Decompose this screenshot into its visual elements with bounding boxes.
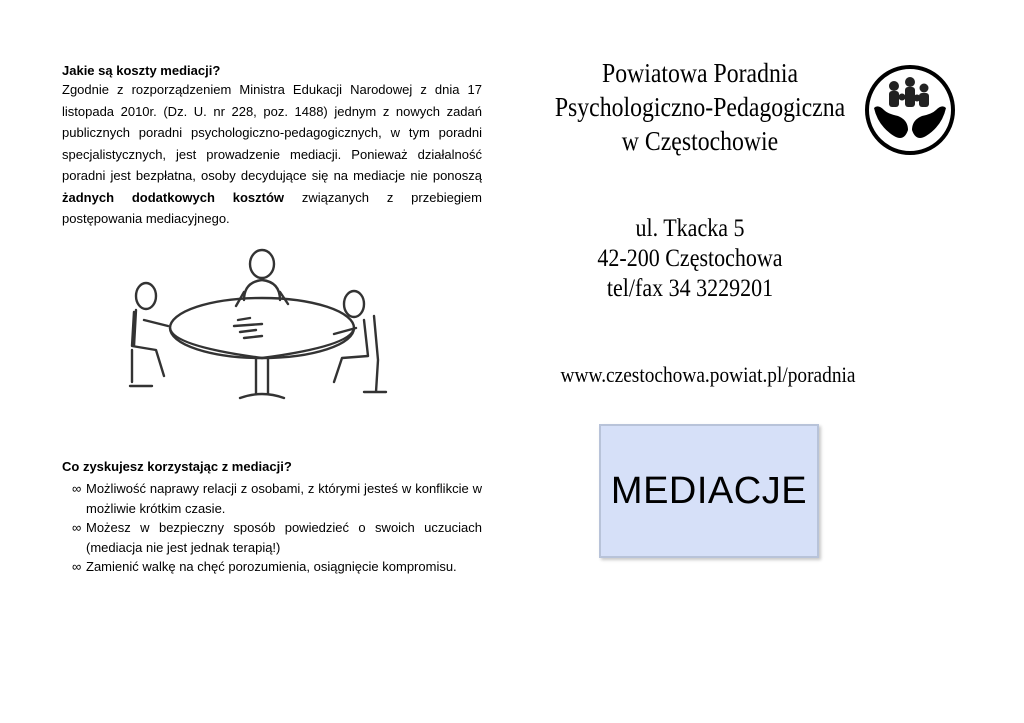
mediation-title: MEDIACJE — [610, 469, 808, 512]
costs-text-bold: żadnych dodatkowych kosztów — [62, 189, 285, 205]
title-line-2: Psychologiczno-Pedagogiczna — [554, 92, 846, 122]
list-item: ∞ Zamienić walkę na chęć porozumienia, osiągnięcie kompromisu. — [72, 557, 482, 577]
costs-text-2: związanych z przebiegiem postępowania mediacyjnego. — [62, 189, 482, 226]
mediation-title-box — [599, 424, 819, 558]
benefits-section — [62, 458, 482, 577]
website-link[interactable]: www.czestochowa.powiat.pl/poradnia — [560, 362, 856, 387]
infinity-bullet-icon: ∞ — [72, 559, 82, 574]
costs-paragraph — [62, 79, 482, 230]
costs-heading: Jakie są koszty mediacji? — [62, 63, 221, 78]
costs-text-1: Zgodnie z rozporządzeniem Ministra Edukacji Narodowej z dnia 17 listopada 2010r. (Dz. U. nr 228, poz. 1488) jednym z nowych zadań publicznych poradni psychologiczno-pedagogicznych, w tym poradni specjalistycznych, jest prowadzenie mediacji. Ponieważ działalność poradni jest bezpłatna, osoby decydujące się na mediacje nie ponoszą — [62, 82, 482, 183]
address-street: ul. Tkacka 5 — [635, 215, 745, 242]
title-line-1: Powiatowa Poradnia — [602, 58, 798, 88]
costs-section — [62, 62, 482, 230]
address-phone: tel/fax 34 3229201 — [606, 275, 774, 302]
list-item: ∞ Możesz w bezpieczny sposób powiedzieć o swoich uczuciach (mediacja nie jest jednak terapią!) — [72, 520, 482, 555]
institution-title — [549, 56, 852, 158]
infinity-bullet-icon: ∞ — [72, 481, 82, 496]
benefits-list — [72, 479, 482, 577]
address-city: 42-200 Częstochowa — [597, 245, 783, 272]
list-item: ∞ Możliwość naprawy relacji z osobami, z którymi jesteś w konflikcie w możliwie krótkim czasie. — [72, 481, 482, 516]
mediation-table-illustration — [128, 246, 396, 416]
infinity-bullet-icon: ∞ — [72, 520, 82, 535]
title-line-3: w Częstochowie — [621, 126, 779, 156]
benefits-heading: Co zyskujesz korzystając z mediacji? — [62, 459, 292, 474]
address-block — [576, 214, 805, 304]
institution-logo — [864, 64, 956, 156]
